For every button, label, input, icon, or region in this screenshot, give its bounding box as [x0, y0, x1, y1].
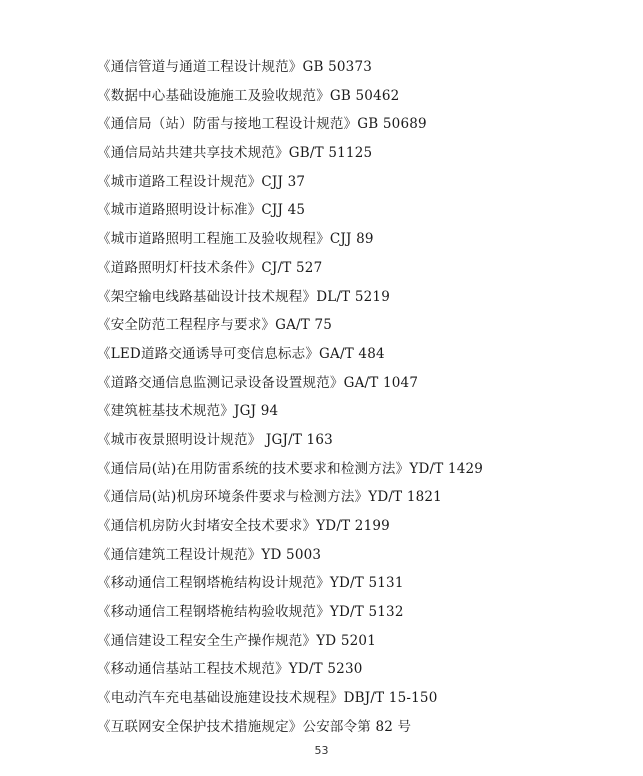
standard-item: 《移动通信基站工程技术规范》YD/T 5230: [97, 661, 363, 678]
standards-list: [97, 57, 483, 746]
standard-item: 《道路照明灯杆技术条件》CJ/T 527: [97, 259, 323, 276]
standard-item: 《LED道路交通诱导可变信息标志》GA/T 484: [97, 345, 385, 362]
standard-item: 《城市道路照明设计标准》CJJ 45: [97, 202, 306, 219]
standard-item: 《通信局(站)在用防雷系统的技术要求和检测方法》YD/T 1429: [97, 460, 484, 477]
standard-item: 《架空输电线路基础设计技术规程》DL/T 5219: [97, 288, 390, 305]
standard-item: 《通信局站共建共享技术规范》GB/T 51125: [97, 145, 373, 162]
standard-item: 《互联网安全保护技术措施规定》公安部令第 82 号: [97, 718, 412, 735]
standard-item: 《通信局(站)机房环境条件要求与检测方法》YD/T 1821: [97, 489, 442, 506]
standard-item: 《通信建设工程安全生产操作规范》YD 5201: [97, 632, 376, 649]
standard-item: 《建筑桩基技术规范》JGJ 94: [97, 403, 279, 420]
standard-item: 《安全防范工程程序与要求》GA/T 75: [97, 317, 333, 334]
standard-item: 《数据中心基础设施施工及验收规范》GB 50462: [97, 87, 400, 104]
standard-item: 《移动通信工程钢塔桅结构设计规范》YD/T 5131: [97, 575, 404, 592]
standard-item: 《通信机房防火封堵安全技术要求》YD/T 2199: [97, 518, 390, 534]
standard-item: 《通信局（站）防雷与接地工程设计规范》GB 50689: [97, 116, 427, 133]
page-number: 53: [314, 744, 329, 757]
standard-item: 《城市夜景照明设计规范》 JGJ/T 163: [97, 431, 333, 448]
standard-item: 《电动汽车充电基础设施建设技术规程》DBJ/T 15-150: [97, 690, 438, 707]
standard-item: 《城市道路工程设计规范》CJJ 37: [97, 173, 306, 190]
standard-item: 《通信管道与通道工程设计规范》GB 50373: [97, 59, 373, 75]
standard-item: 《城市道路照明工程施工及验收规程》CJJ 89: [97, 231, 374, 248]
standard-item: 《移动通信工程钢塔桅结构验收规范》YD/T 5132: [97, 604, 404, 621]
standard-item: 《道路交通信息监测记录设备设置规范》GA/T 1047: [97, 374, 419, 391]
standard-item: 《通信建筑工程设计规范》YD 5003: [97, 546, 322, 563]
